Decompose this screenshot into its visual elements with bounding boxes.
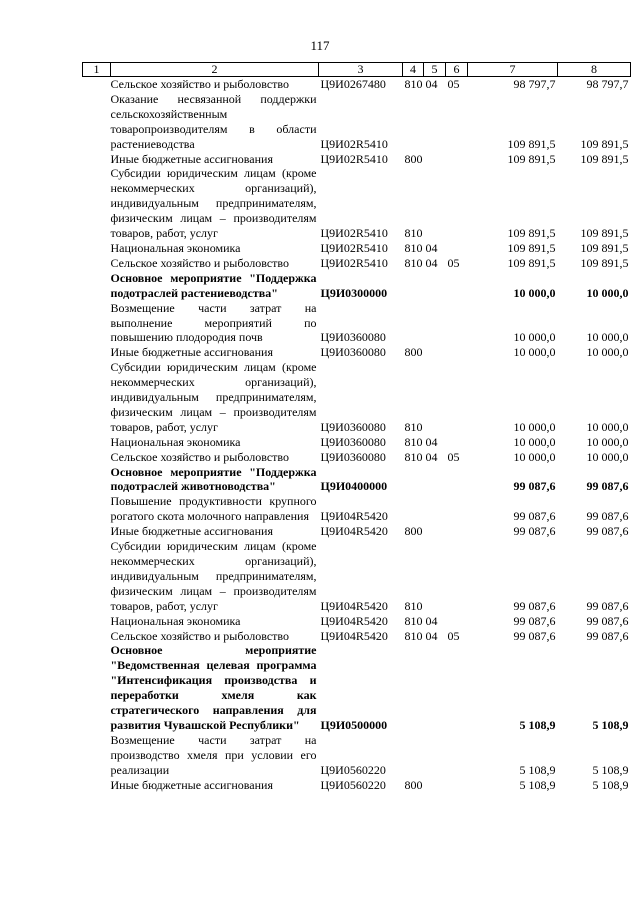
row-value8-cell: 109 891,5 (580, 151, 629, 166)
row-col4-cell: 810 (404, 613, 423, 628)
table-row (83, 345, 631, 360)
table-row (83, 256, 631, 271)
row-value8-cell: 99 087,6 (586, 613, 629, 628)
row-number-cell (83, 152, 111, 167)
header-row (83, 63, 631, 77)
row-name-cell: Основное мероприятие "Ведомственная целевая программа "Интенсификация производства и переработки хмеля как стратегического направления для развития Чувашской Республики" (110, 643, 317, 732)
row-name-cell: Повышение продуктивности крупного рогатого скота молочного направления (110, 494, 317, 524)
row-code-cell: Ц9И04R5420 (320, 613, 388, 628)
row-name-cell: Сельское хозяйство и рыболовство (110, 255, 290, 270)
row-code-cell: Ц9И0500000 (320, 717, 388, 732)
row-col4-cell: 800 (404, 151, 423, 166)
row-value8-cell: 99 087,6 (586, 628, 629, 643)
row-col4-cell: 810 (404, 434, 423, 449)
row-name-cell: Национальная экономика (110, 434, 241, 449)
row-number-cell (83, 524, 111, 539)
row-number-cell (83, 435, 111, 450)
row-value7-cell: 99 087,6 (513, 509, 556, 524)
row-value7-cell: 109 891,5 (507, 136, 556, 151)
table-row (83, 77, 631, 92)
row-number-cell (83, 301, 111, 346)
row-col5-cell (424, 360, 446, 435)
row-name-cell: Субсидии юридическим лицам (кроме некоммерческих организаций), индивидуальным предпринимателям, физическим лицам – производителям товаров, работ, услуг (110, 166, 317, 241)
row-number-cell (83, 778, 111, 793)
table-row (83, 539, 631, 614)
row-col5-cell (424, 494, 446, 524)
budget-table (82, 62, 631, 793)
row-col6-cell (446, 241, 468, 256)
row-name-cell: Сельское хозяйство и рыболовство (110, 77, 290, 91)
row-col5-cell: 04 (425, 255, 438, 270)
row-code-cell: Ц9И0360080 (320, 345, 386, 360)
row-code-cell: Ц9И0360080 (320, 419, 386, 434)
row-col6-cell (446, 271, 468, 301)
row-value7-cell: 5 108,9 (519, 762, 556, 777)
row-col5-cell (424, 92, 446, 152)
header-cell: 7 (468, 63, 558, 77)
row-value8-cell: 99 087,6 (586, 509, 629, 524)
row-value7-cell: 109 891,5 (507, 255, 556, 270)
row-col6-cell (446, 360, 468, 435)
row-code-cell: Ц9И02R5410 (320, 226, 388, 241)
row-col5-cell (424, 465, 446, 495)
row-number-cell (83, 77, 111, 92)
row-col6-cell (446, 539, 468, 614)
row-value8-cell: 10 000,0 (586, 285, 629, 300)
row-name-cell: Иные бюджетные ассигнования (110, 345, 273, 360)
row-value7-cell: 10 000,0 (513, 434, 556, 449)
row-col6-cell: 05 (447, 77, 460, 91)
row-col6-cell: 05 (447, 449, 460, 464)
header-cell: 2 (111, 63, 319, 77)
row-col4-cell (403, 465, 424, 495)
row-name-cell: Возмещение части затрат на производство хмеля при условии его реализации (110, 732, 317, 777)
row-code-cell: Ц9И04R5420 (320, 598, 388, 613)
row-value7-cell: 10 000,0 (513, 419, 556, 434)
row-col6-cell: 05 (447, 255, 460, 270)
row-col5-cell (424, 524, 446, 539)
row-value7-cell: 99 087,6 (513, 479, 556, 494)
row-col6-cell (446, 345, 468, 360)
row-code-cell: Ц9И0360080 (320, 449, 386, 464)
row-value8-cell: 5 108,9 (592, 777, 629, 792)
row-col6-cell (446, 614, 468, 629)
row-col5-cell (424, 166, 446, 241)
row-value7-cell: 5 108,9 (519, 777, 556, 792)
row-value8-cell: 5 108,9 (592, 762, 629, 777)
row-code-cell: Ц9И0267480 (320, 77, 386, 91)
table-row (83, 450, 631, 465)
row-col4-cell (403, 271, 424, 301)
row-col6-cell (446, 301, 468, 346)
row-number-cell (83, 360, 111, 435)
row-value7-cell: 109 891,5 (507, 151, 556, 166)
row-number-cell (83, 494, 111, 524)
row-col4-cell: 810 (404, 598, 423, 613)
table-row (83, 435, 631, 450)
row-number-cell (83, 345, 111, 360)
row-number-cell (83, 465, 111, 495)
row-value8-cell: 109 891,5 (580, 136, 629, 151)
row-code-cell: Ц9И0400000 (320, 479, 388, 494)
row-col6-cell (446, 733, 468, 778)
row-value8-cell: 5 108,9 (592, 717, 629, 732)
row-col6-cell (446, 465, 468, 495)
row-col5-cell: 04 (425, 628, 438, 643)
row-name-cell: Национальная экономика (110, 240, 241, 255)
row-col5-cell: 04 (425, 449, 438, 464)
table-row (83, 494, 631, 524)
header-cell: 6 (446, 63, 468, 77)
row-col5-cell: 04 (425, 77, 438, 91)
row-value8-cell: 10 000,0 (586, 345, 629, 360)
row-col4-cell: 810 (404, 240, 423, 255)
table-row (83, 629, 631, 644)
row-number-cell (83, 92, 111, 152)
row-col5-cell (424, 778, 446, 793)
row-col6-cell (446, 778, 468, 793)
row-col5-cell: 04 (425, 240, 438, 255)
row-col4-cell: 810 (404, 226, 423, 241)
row-number-cell (83, 450, 111, 465)
header-cell: 3 (319, 63, 403, 77)
table-row (83, 524, 631, 539)
row-col4-cell (403, 92, 424, 152)
row-value7-cell: 99 087,6 (513, 628, 556, 643)
row-number-cell (83, 256, 111, 271)
row-value8-cell: 109 891,5 (580, 226, 629, 241)
row-value8-cell: 99 087,6 (586, 479, 629, 494)
row-col5-cell (424, 345, 446, 360)
row-col6-cell (446, 643, 468, 732)
row-col5-cell (424, 301, 446, 346)
row-name-cell: Возмещение части затрат на выполнение мероприятий по повышению плодородия почв (110, 300, 317, 345)
row-col6-cell (446, 524, 468, 539)
row-value8-cell: 10 000,0 (586, 419, 629, 434)
header-cell: 1 (83, 63, 111, 77)
table-row (83, 733, 631, 778)
row-name-cell: Оказание несвязанной поддержки сельскохозяйственным товаропроизводителям в области растениеводства (110, 91, 317, 151)
table-row (83, 360, 631, 435)
row-value7-cell: 10 000,0 (513, 330, 556, 345)
row-col5-cell (424, 733, 446, 778)
row-number-cell (83, 271, 111, 301)
row-number-cell (83, 166, 111, 241)
row-number-cell (83, 539, 111, 614)
table-row (83, 166, 631, 241)
row-value8-cell: 10 000,0 (586, 434, 629, 449)
row-col5-cell (424, 152, 446, 167)
row-number-cell (83, 614, 111, 629)
row-col4-cell: 810 (404, 449, 423, 464)
table-row (83, 271, 631, 301)
row-code-cell: Ц9И0300000 (320, 285, 388, 300)
page-number: 117 (310, 38, 330, 53)
row-col5-cell: 04 (425, 613, 438, 628)
row-col5-cell: 04 (425, 434, 438, 449)
row-code-cell: Ц9И02R5410 (320, 151, 388, 166)
row-col6-cell (446, 92, 468, 152)
row-code-cell: Ц9И02R5410 (320, 136, 388, 151)
row-code-cell: Ц9И04R5420 (320, 524, 388, 539)
row-value7-cell: 109 891,5 (507, 226, 556, 241)
header-cell: 5 (424, 63, 446, 77)
row-col4-cell: 800 (404, 777, 423, 792)
row-name-cell: Сельское хозяйство и рыболовство (110, 628, 290, 643)
row-number-cell (83, 241, 111, 256)
row-code-cell: Ц9И02R5410 (320, 255, 388, 270)
row-col4-cell: 810 (404, 255, 423, 270)
row-name-cell: Субсидии юридическим лицам (кроме некоммерческих организаций), индивидуальным предпринимателям, физическим лицам – производителям товаров, работ, услуг (110, 539, 317, 613)
row-col4-cell: 810 (404, 628, 423, 643)
row-number-cell (83, 733, 111, 778)
row-value8-cell: 98 797,7 (586, 77, 629, 91)
row-value7-cell: 99 087,6 (513, 598, 556, 613)
row-value8-cell: 99 087,6 (586, 598, 629, 613)
row-value7-cell: 99 087,6 (513, 613, 556, 628)
row-name-cell: Сельское хозяйство и рыболовство (110, 449, 290, 464)
row-name-cell: Национальная экономика (110, 613, 241, 628)
table-row (83, 301, 631, 346)
row-value8-cell: 109 891,5 (580, 255, 629, 270)
header-cell: 8 (558, 63, 631, 77)
row-col5-cell (424, 643, 446, 732)
row-col6-cell (446, 435, 468, 450)
row-col4-cell (403, 733, 424, 778)
row-col6-cell (446, 166, 468, 241)
row-col4-cell: 800 (404, 345, 423, 360)
table-row (83, 92, 631, 152)
table-row (83, 778, 631, 793)
row-code-cell: Ц9И02R5410 (320, 240, 388, 255)
row-col6-cell (446, 152, 468, 167)
row-col4-cell: 810 (404, 419, 423, 434)
row-number-cell (83, 643, 111, 732)
row-name-cell: Иные бюджетные ассигнования (110, 524, 273, 539)
table-row (83, 643, 631, 732)
row-value8-cell: 10 000,0 (586, 330, 629, 345)
row-name-cell: Иные бюджетные ассигнования (110, 151, 273, 166)
row-col4-cell (403, 643, 424, 732)
row-code-cell: Ц9И04R5420 (320, 509, 388, 524)
row-name-cell: Иные бюджетные ассигнования (110, 777, 273, 792)
row-value7-cell: 10 000,0 (513, 449, 556, 464)
row-value7-cell: 5 108,9 (519, 717, 556, 732)
row-value8-cell: 10 000,0 (586, 449, 629, 464)
row-name-cell: Субсидии юридическим лицам (кроме некоммерческих организаций), индивидуальным предпринимателям, физическим лицам – производителям товаров, работ, услуг (110, 360, 317, 434)
row-code-cell: Ц9И04R5420 (320, 628, 388, 643)
row-col4-cell (403, 494, 424, 524)
row-value7-cell: 10 000,0 (513, 285, 556, 300)
row-value7-cell: 99 087,6 (513, 524, 556, 539)
row-code-cell: Ц9И0560220 (320, 762, 386, 777)
row-code-cell: Ц9И0360080 (320, 434, 386, 449)
table-row (83, 152, 631, 167)
row-value7-cell: 109 891,5 (507, 240, 556, 255)
row-col4-cell (403, 301, 424, 346)
table-body (83, 77, 631, 793)
row-col5-cell (424, 271, 446, 301)
row-col4-cell: 800 (404, 524, 423, 539)
row-value7-cell: 10 000,0 (513, 345, 556, 360)
table-row (83, 614, 631, 629)
row-col5-cell (424, 539, 446, 614)
row-number-cell (83, 629, 111, 644)
header-cell: 4 (403, 63, 424, 77)
row-name-cell: Основное мероприятие "Поддержка подотраслей животноводства" (110, 464, 317, 494)
table-row (83, 465, 631, 495)
row-col4-cell: 810 (404, 77, 423, 91)
row-code-cell: Ц9И0360080 (320, 330, 386, 345)
table-row (83, 241, 631, 256)
row-name-cell: Основное мероприятие "Поддержка подотраслей растениеводства" (110, 270, 317, 300)
row-code-cell: Ц9И0560220 (320, 777, 386, 792)
row-value7-cell: 98 797,7 (513, 77, 556, 91)
row-value8-cell: 99 087,6 (586, 524, 629, 539)
row-value8-cell: 109 891,5 (580, 240, 629, 255)
row-col6-cell (446, 494, 468, 524)
row-col6-cell: 05 (447, 628, 460, 643)
